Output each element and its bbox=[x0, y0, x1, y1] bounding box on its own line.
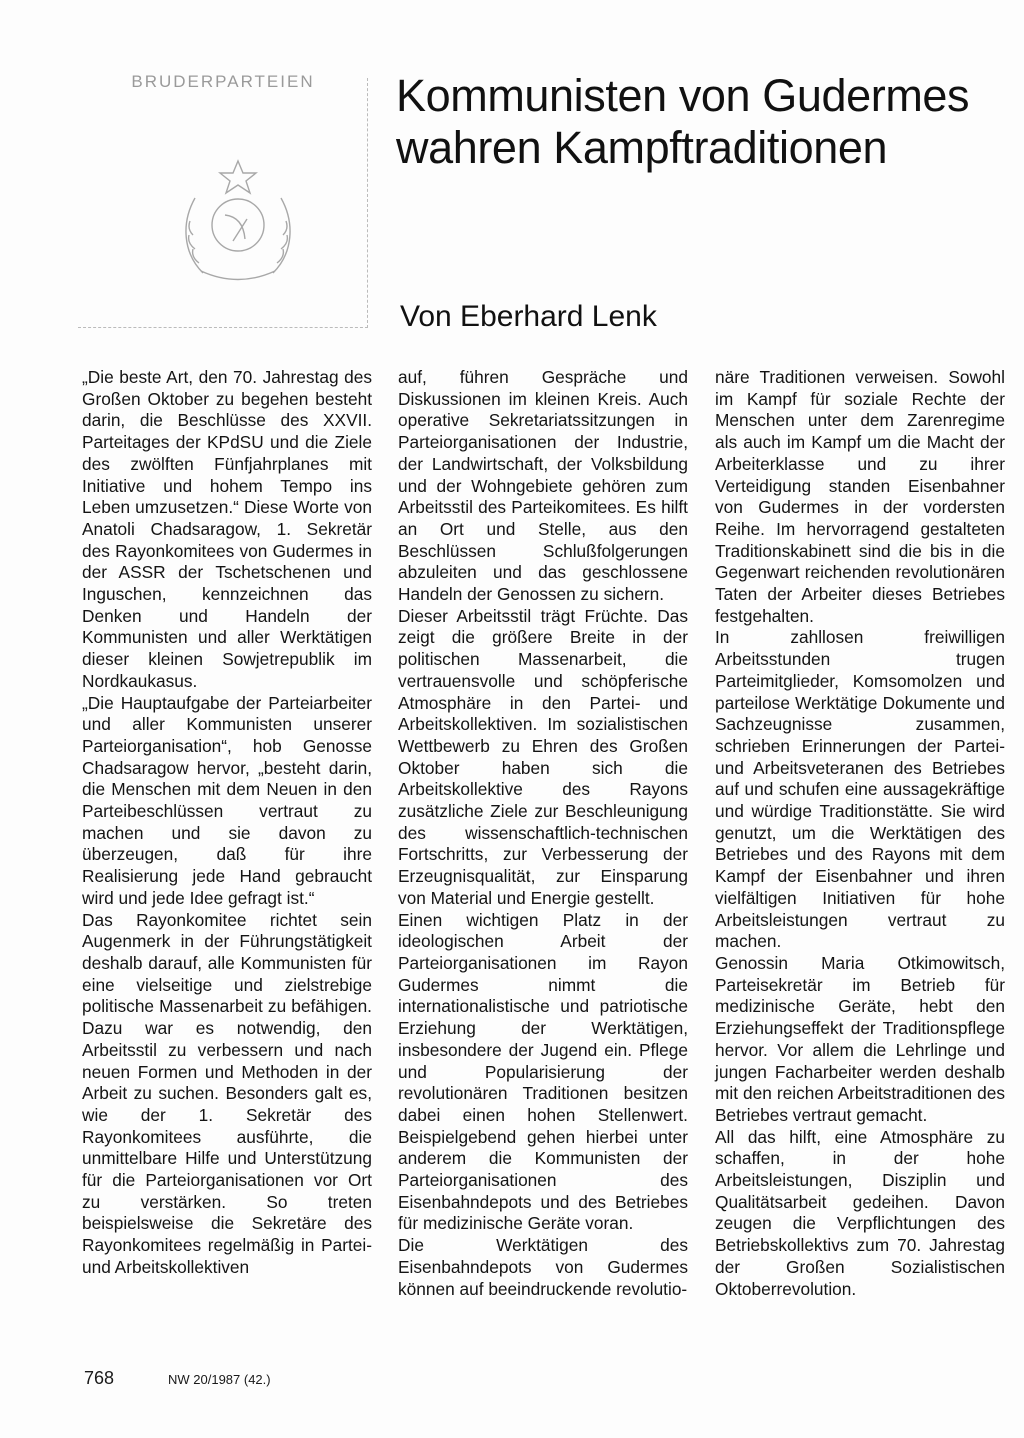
rubric-label: BRUDERPARTEIEN bbox=[131, 72, 315, 91]
rubric-box bbox=[78, 72, 368, 328]
headline-line-1: Kommunisten von Gudermes bbox=[396, 70, 970, 121]
page-number: 768 bbox=[84, 1368, 115, 1388]
paragraph: All das hilft, eine Atmosphäre zu schaffen, in der hohe Arbeitsleistungen, Disziplin und Qualitätsarbeit gedeihen. Davon zeugen die Verpflichtungen des Betriebskollektivs zum 70. Jahrestag der Großen Sozialistischen Oktoberrevolution. bbox=[715, 1126, 1005, 1299]
paragraph: „Die beste Art, den 70. Jahrestag des Großen Oktober zu begehen besteht darin, die Beschlüsse des XXVII. Parteitages der KPdSU und die Ziele des zwölften Fünfjahrplanes mit Initiative und hohem Tempo ins Leben umzusetzen.“ Diese Worte von Anatoli Chadsaragow, 1. Sekretär des Rayonkomitees von Gudermes in der ASSR der Tschetschenen und Inguschen, kennzeichnen das Denken und Handeln der Kommunisten und aller Werktätigen dieser kleinen Sowjetrepublik im Nordkaukasus. bbox=[82, 367, 372, 691]
paragraph: Das Rayonkomitee richtet sein Augenmerk in der Führungstätigkeit deshalb darauf, alle Kommunisten für eine vielseitige und zielstrebige politische Massenarbeit zu befähigen. Dazu war es notwendig, den Arbeitsstil zu verbessern und nach neuen Formen und Methoden in der Arbeit zu suchen. Besonders galt es, wie der 1. Sekretär des Rayonkomitees ausführte, die unmittelbare Hilfe und Unterstützung für die Parteiorganisationen vor Ort zu verstärken. So treten beispielsweise die Sekretäre des Rayonkomitees regelmäßig in Partei- und Arbeitskollektiven bbox=[82, 909, 372, 1277]
text-column-3 bbox=[715, 367, 1005, 1300]
headline-line-2: wahren Kampftraditionen bbox=[396, 122, 888, 173]
text-column-2 bbox=[398, 367, 688, 1300]
paragraph: auf, führen Gespräche und Diskussionen im kleinen Kreis. Auch operative Sekretariatssitzungen in Parteiorganisationen der Industrie, der Landwirtschaft, der Volksbildung und der Wohngebiete gehören zum Arbeitsstil des Parteikomitees. Es hilft an Ort und Stelle, aus den Beschlüssen Schlußfolgerungen abzuleiten und das geschlossene Handeln der Genossen zu sichern. bbox=[398, 367, 688, 605]
paragraph: näre Traditionen verweisen. Sowohl im Kampf für soziale Rechte der Menschen unter dem Zarenregime als auch im Kampf um die Macht der Arbeiterklasse und zu ihrer Verteidigung standen Eisenbahner von Gudermes in der vordersten Reihe. Im hervorragend gestalteten Traditionskabinett sind die bis in die Gegenwart reichenden revolutionären Taten der Arbeiter dieses Betriebes festgehalten. bbox=[715, 367, 1005, 626]
byline: Von Eberhard Lenk bbox=[400, 300, 657, 333]
paragraph: In zahllosen freiwilligen Arbeitsstunden trugen Parteimitglieder, Komsomolzen und parteilose Werktätige Dokumente und Sachzeugnisse zusammen, schrieben Erinnerungen der Partei- und Arbeitsveteranen des Betriebes auf und schufen eine aussagekräftige und würdige Traditionstätte. Sie wird genutzt, um die Werktätigen des Betriebes und des Rayons mit dem Kampf der Eisenbahner und ihren vielfältigen Initiativen für hohe Arbeitsleistungen vertraut zu machen. bbox=[715, 627, 1005, 952]
text-column-1 bbox=[82, 367, 372, 1279]
paragraph: Genossin Maria Otkimowitsch, Parteisekretär im Betrieb für medizinische Geräte, hebt den Erziehungseffekt der Traditionspflege hervor. Vor allem die Lehrlinge und jungen Facharbeiter werden deshalb mit den reichen Arbeitstraditionen des Betriebes vertraut gemacht. bbox=[715, 952, 1005, 1125]
paragraph: Dieser Arbeitsstil trägt Früchte. Das zeigt die größere Breite in der politischen Massenarbeit, die vertrauensvolle und schöpferische Atmosphäre in den Partei- und Arbeitskollektiven. Im sozialistischen Wettbewerb zu Ehren des Großen Oktober haben sich die Arbeitskollektive des Rayons zusätzliche Ziele zur Beschleunigung des wissenschaftlich-technischen Fortschritts, zur Verbesserung der Erzeugnisqualität, zur Einsparung von Material und Energie gestellt. bbox=[398, 605, 688, 908]
state-emblem-icon bbox=[173, 153, 303, 293]
issue-reference: NW 20/1987 (42.) bbox=[168, 1372, 271, 1387]
paragraph: Einen wichtigen Platz in der ideologischen Arbeit der Parteiorganisationen im Rayon Gudermes nimmt die internationalistische und patriotische Erziehung der Werktätigen, insbesondere der Jugend ein. Pflege und Popularisierung der revolutionären Traditionen besitzen dabei einen hohen Stellenwert. Beispielgebend gehen hierbei unter anderem die Kommunisten der Parteiorganisationen des Eisenbahndepots und des Betriebes für medizinische Geräte voran. bbox=[398, 909, 688, 1234]
headline bbox=[396, 70, 1016, 174]
paragraph: „Die Hauptaufgabe der Parteiarbeiter und aller Kommunisten unserer Parteiorganisation“, hob Genosse Chadsaragow hervor, „besteht darin, die Menschen mit dem Neuen in den Parteibeschlüssen vertraut zu machen und sie davon zu überzeugen, daß für ihre Realisierung jede Hand gebraucht wird und jede Idee gefragt ist.“ bbox=[82, 692, 372, 908]
paragraph: Die Werktätigen des Eisenbahndepots von Gudermes können auf beeindruckende revolutio- bbox=[398, 1235, 688, 1299]
